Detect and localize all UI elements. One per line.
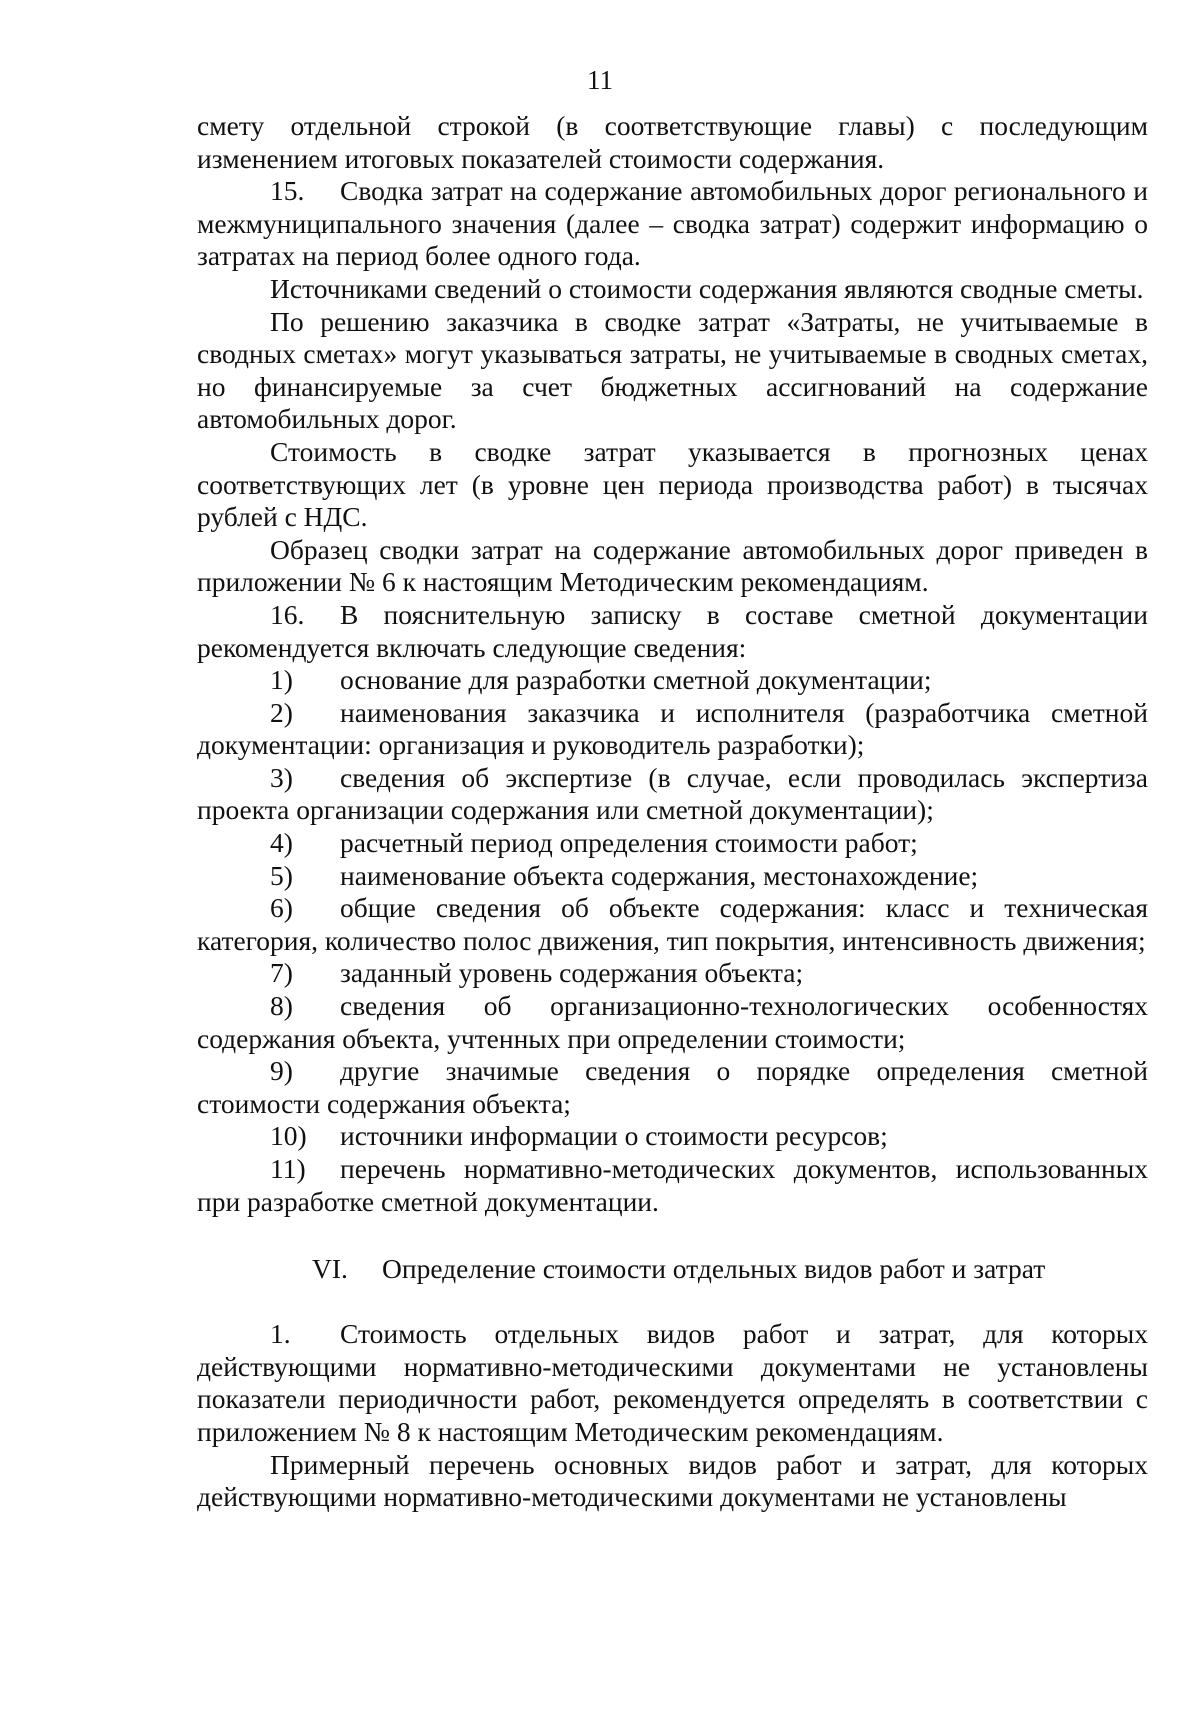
paragraph-number: 1) [270,664,293,696]
paragraph-text: перечень нормативно-методических документов, использованных при разработке сметной документации. [197,1153,1148,1217]
paragraph-text: наименование объекта содержания, местонахождение; [340,859,979,891]
paragraph [197,762,1148,827]
paragraph [197,110,1148,175]
paragraph-number: 15. [270,175,305,207]
paragraph-text: сведения об организационно-технологических особенностях содержания объекта, учтенных при определении стоимости; [197,990,1148,1054]
paragraph-text: другие значимые сведения о порядке определения сметной стоимости содержания объекта; [197,1055,1148,1119]
section-title: Определение стоимости отдельных видов работ и затрат [382,1253,1046,1285]
paragraph [197,957,1148,990]
paragraph [197,860,1148,893]
section-heading [197,1252,1148,1286]
paragraph-text: заданный уровень содержания объекта; [340,957,804,989]
paragraph-number: 1. [270,1318,291,1350]
paragraph-text: смету отдельной строкой (в соответствующие главы) с последующим изменением итоговых показателей стоимости содержания. [197,110,1148,174]
paragraph-number: 3) [270,761,293,793]
paragraph [197,436,1148,534]
paragraph-number: 7) [270,957,293,989]
paragraph-number: 5) [270,859,293,891]
paragraph [197,1055,1148,1120]
paragraph-number: 11) [270,1153,306,1184]
paragraph-text: В пояснительную записку в составе сметной документации рекомендуется включать следующие сведения: [197,598,1148,663]
paragraph-text: Образец сводки затрат на содержание автомобильных дорог приведен в приложении № 6 к настоящим Методическим рекомендациям. [197,533,1148,598]
paragraph [197,990,1148,1055]
document-body [197,110,1148,1514]
paragraph-text: Стоимость в сводке затрат указывается в прогнозных ценах соответствующих лет (в уровне цен периода производства работ) в тысячах рублей с НДС. [197,435,1148,533]
paragraph [197,599,1148,664]
paragraph-text: источники информации о стоимости ресурсов; [340,1120,888,1152]
paragraph-number: 8) [270,990,293,1022]
paragraph [197,827,1148,860]
paragraph [197,1318,1148,1448]
paragraph [197,697,1148,762]
paragraph-text: основание для разработки сметной документации; [340,664,932,696]
paragraph-number: 2) [270,696,293,728]
paragraph-text: сведения об экспертизе (в случае, если проводилась экспертиза проекта организации содержания или сметной документации); [197,761,1148,826]
paragraphs-top [197,110,1148,1218]
paragraph [197,273,1148,306]
paragraph-number: 10) [270,1120,307,1152]
paragraph-text: наименования заказчика и исполнителя (разработчика сметной документации: организация и руководитель разработки); [197,696,1148,761]
paragraph [197,175,1148,273]
paragraph-text: Примерный перечень основных видов работ и затрат, для которых действующими нормативно-методическими документами не установлены [197,1448,1148,1513]
paragraph-text: Источниками сведений о стоимости содержания являются сводные сметы. [270,272,1144,304]
paragraph-number: 16. [270,598,305,630]
paragraph-text: Сводка затрат на содержание автомобильных дорог регионального и межмуниципального значения (далее – сводка затрат) содержит информацию о затратах на период более одного года. [197,175,1148,272]
paragraph [197,534,1148,599]
paragraph-number: 9) [270,1055,293,1087]
paragraph [197,306,1148,436]
section-number: VI. [312,1253,348,1285]
paragraph-number: 6) [270,892,293,924]
paragraph-text: общие сведения об объекте содержания: класс и техническая категория, количество полос движения, тип покрытия, интенсивность движения; [197,892,1148,956]
page-number: 11 [587,65,613,95]
paragraph-text: По решению заказчика в сводке затрат «Затраты, не учитываемые в сводных сметах» могут указываться затраты, не учитываемые в сводных сметах, но финансируемые за счет бюджетных ассигнований на содержание автомобильных дорог. [197,305,1148,435]
paragraph [197,1153,1148,1218]
paragraph-text: Стоимость отдельных видов работ и затрат, для которых действующими нормативно-методическими документами не установлены показатели периодичности работ, рекомендуется определять в соответствии с приложением № 8 к настоящим Методическим рекомендациям. [197,1318,1148,1447]
paragraph [197,1120,1148,1153]
paragraphs-bottom [197,1318,1148,1514]
paragraph-number: 4) [270,827,293,859]
paragraph [197,892,1148,957]
paragraph [197,664,1148,697]
paragraph [197,1449,1148,1514]
paragraph-text: расчетный период определения стоимости работ; [340,827,918,859]
